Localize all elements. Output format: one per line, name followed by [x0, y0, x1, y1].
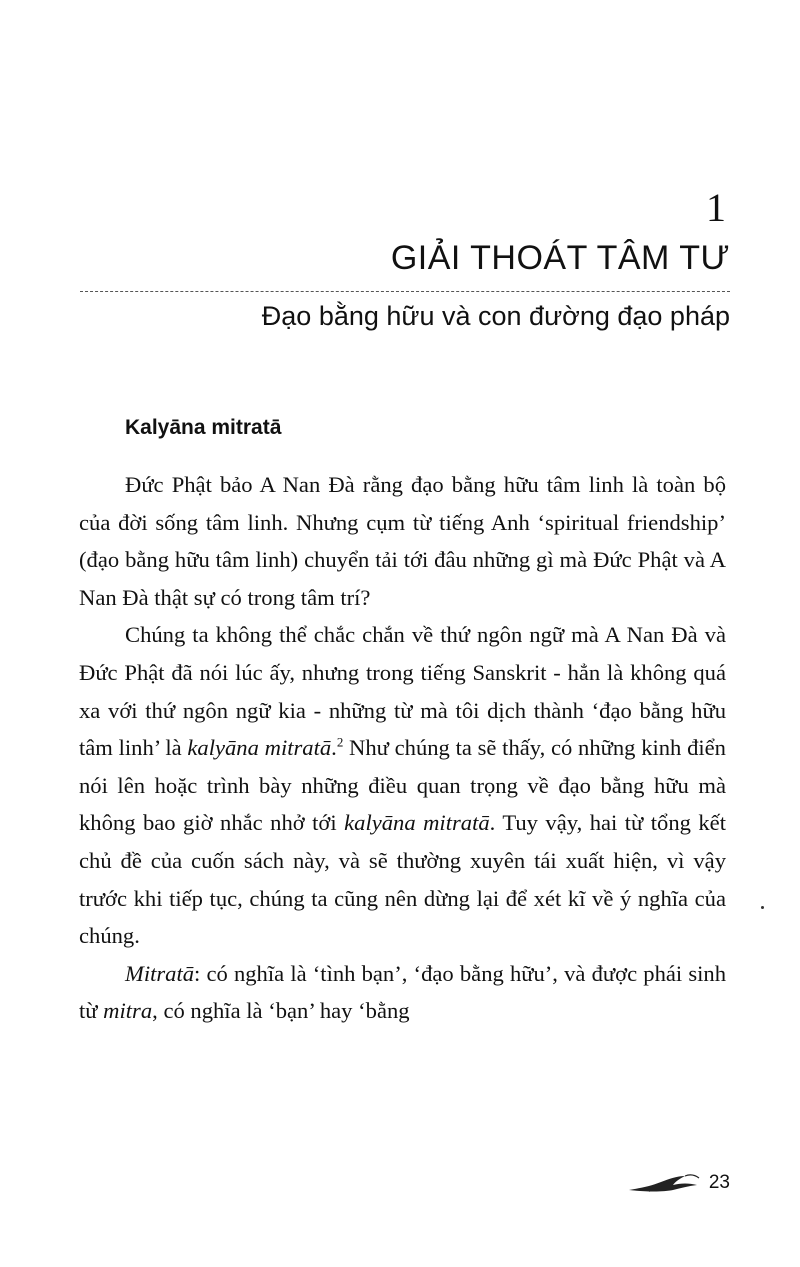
term-kalyana-mitrata-2: kalyāna mitratā: [344, 810, 490, 836]
title-divider: [80, 291, 730, 292]
body-text: [79, 466, 726, 1030]
chapter-title: GIẢI THOÁT TÂM TƯ: [390, 239, 730, 277]
paragraph-2-part-c: . Tuy vậy, hai từ tổng kết chủ đề của cuốn sách này, và sẽ thường xuyên tái xuất hiện, vì vậy trước khi tiếp tục, chúng ta cũng nên dừng lại để xét kĩ về ý nghĩa của chúng.: [79, 810, 726, 949]
paragraph-2-part-b: Như chúng ta sẽ thấy, có những kinh điển nói lên hoặc trình bày những điều quan trọng về đạo bằng hữu mà không bao giờ nhắc nhở tới: [79, 735, 726, 836]
paragraph-2: Chúng ta không thể chắc chắn về thứ ngôn ngữ mà A Nan Đà và Đức Phật đã nói lúc ấy, nhưng trong tiếng Sanskrit - hẳn là không quá xa với thứ ngôn ngữ kia - những từ mà tôi dịch thành ‘đạo bằng hữu tâm linh’ là kalyāna mitratā.$^2$ Như chúng ta sẽ thấy, có những kinh điển nói lên hoặc trình bày những điều quan trọng về đạo bằng hữu mà không bao giờ nhắc nhở tới kalyāna mitratā. Tuy vậy, hai từ tổng kết chủ đề của cuốn sách này, và sẽ thường xuyên tái xuất hiện, vì vậy trước khi tiếp tục, chúng ta cũng nên dừng lại để xét kĩ về ý nghĩa của chúng.: [79, 622, 726, 949]
swallow-ornament-icon: [627, 1170, 705, 1196]
paragraph-3-part-a: : có nghĩa là ‘tình bạn’, ‘đạo bằng hữu’, và được phái sinh từ: [79, 960, 726, 1024]
page-number: 23: [708, 1172, 730, 1193]
footnote-marker: 2: [336, 734, 344, 750]
stray-mark: [761, 906, 764, 909]
chapter-subtitle: Đạo bằng hữu và con đường đạo pháp: [261, 301, 730, 331]
section-heading: Kalyāna mitratā: [125, 416, 282, 439]
paragraph-2-part-a: Chúng ta không thể chắc chắn về thứ ngôn ngữ mà A Nan Đà và Đức Phật đã nói lúc ấy, nhưng trong tiếng Sanskrit - hẳn là không quá xa với thứ ngôn ngữ kia - những từ mà tôi dịch thành ‘đạo bằng hữu tâm linh’ là: [79, 622, 726, 761]
term-kalyana-mitrata: kalyāna mitratā: [187, 735, 332, 761]
paragraph-3: [79, 955, 726, 1030]
paragraph-3-part-b: , có nghĩa là ‘bạn’ hay ‘bằng: [152, 998, 410, 1024]
term-mitra: mitra: [103, 998, 153, 1024]
chapter-number: 1: [706, 185, 726, 230]
term-mitrata: Mitratā: [125, 960, 195, 986]
page-footer: [627, 1170, 730, 1196]
paragraph-1: Đức Phật bảo A Nan Đà rằng đạo bằng hữu tâm linh là toàn bộ của đời sống tâm linh. Nhưng cụm từ tiếng Anh ‘spiritual friendship’ (đạo bằng hữu tâm linh) chuyển tải tới đâu những gì mà Đức Phật và A Nan Đà thật sự có trong tâm trí?: [79, 472, 726, 610]
